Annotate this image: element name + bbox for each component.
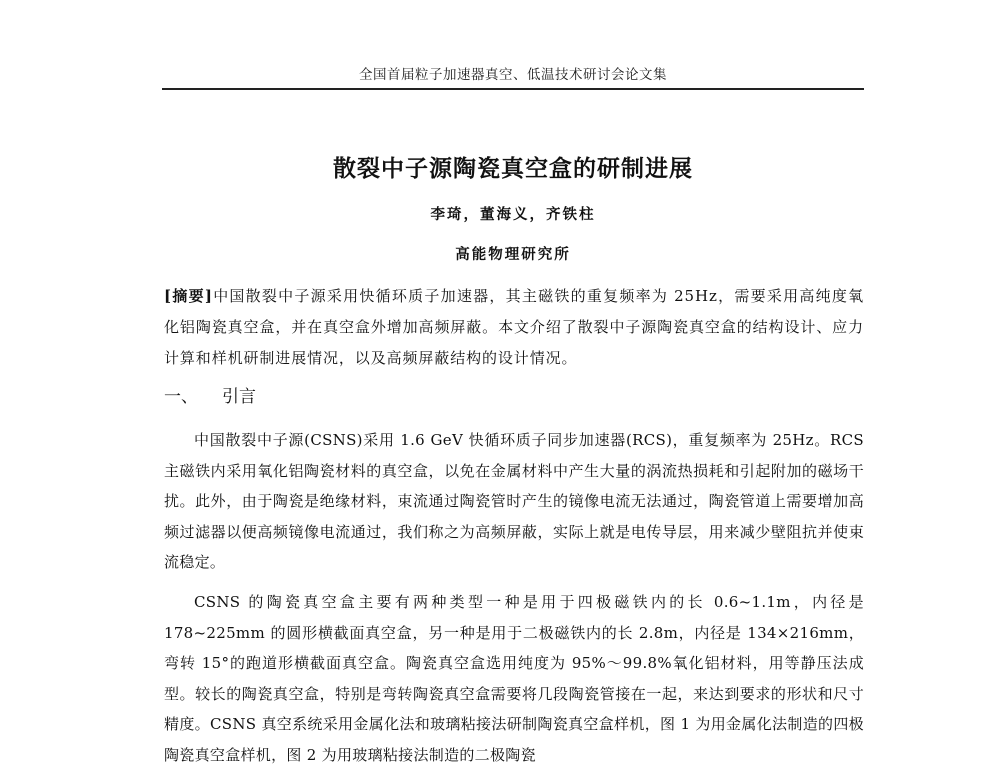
abstract-text: 中国散裂中子源采用快循环质子加速器，其主磁铁的重复频率为 25Hz，需要采用高纯度氧化铝陶瓷真空盒，并在真空盒外增加高频屏蔽。本文介绍了散裂中子源陶瓷真空盒的结构设计、应力计算和样机研制进展情况，以及高频屏蔽结构的设计情况。 bbox=[164, 287, 864, 367]
paper-title: 散裂中子源陶瓷真空盒的研制进展 bbox=[333, 156, 693, 182]
body-paragraph bbox=[164, 425, 864, 578]
header-rule bbox=[162, 88, 864, 90]
paragraph-text: CSNS 的陶瓷真空盒主要有两种类型一种是用于四极磁铁内的长 0.6~1.1m，内径是178~225mm 的圆形横截面真空盒，另一种是用于二极磁铁内的长 2.8m，内径是 134×216mm，弯转 15°的跑道形横截面真空盒。陶瓷真空盒选用纯度为 95%～99.8%氧化铝材料，用等静压法成型。较长的陶瓷真空盒，特别是弯转陶瓷真空盒需要将几段陶瓷管接在一起，来达到要求的形状和尺寸精度。CSNS 真空系统采用金属化法和玻璃粘接法研制陶瓷真空盒样机，图 1 为用金属化法制造的四极陶瓷真空盒样机，图 2 为用玻璃粘接法制造的二极陶瓷 bbox=[164, 593, 864, 764]
body-paragraph bbox=[164, 587, 864, 770]
section-heading bbox=[164, 382, 256, 407]
section-number: 一、 bbox=[164, 387, 198, 407]
abstract bbox=[164, 281, 864, 374]
abstract-label: [摘要] bbox=[164, 287, 213, 305]
paper-affiliation: 高能物理研究所 bbox=[455, 246, 571, 263]
running-header: 全国首届粒子加速器真空、低温技术研讨会论文集 bbox=[359, 67, 667, 83]
paper-authors: 李琦，董海义，齐铁柱 bbox=[430, 206, 596, 223]
section-title: 引言 bbox=[222, 387, 256, 407]
paragraph-text: 中国散裂中子源(CSNS)采用 1.6 GeV 快循环质子同步加速器(RCS)，重复频率为 25Hz。RCS 主磁铁内采用氧化铝陶瓷材料的真空盒，以免在金属材料中产生大量的涡流热损耗和引起附加的磁场干扰。此外，由于陶瓷是绝缘材料，束流通过陶瓷管时产生的镜像电流无法通过，陶瓷管道上需要增加高频过滤器以便高频镜像电流通过，我们称之为高频屏蔽，实际上就是电传导层，用来减少壁阻抗并使束流稳定。 bbox=[164, 431, 864, 571]
